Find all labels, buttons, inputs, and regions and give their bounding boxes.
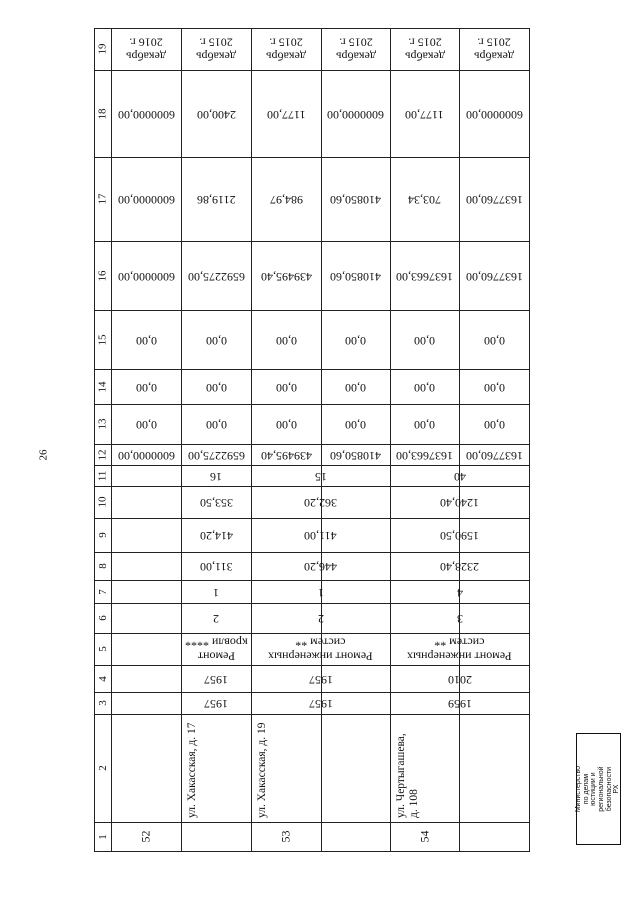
cell-c16: 1637760,00	[465, 269, 523, 284]
cell-c18: 6000000,00	[117, 107, 175, 122]
cell-c3: 1957	[204, 696, 228, 711]
col-header-19: 19	[96, 43, 109, 55]
col-header-2: 2	[96, 765, 109, 771]
cell-c4: 2010	[447, 672, 472, 687]
cell-c11: 16	[210, 469, 222, 484]
col-header-12: 12	[96, 449, 109, 460]
cell-c14: 0,00	[205, 380, 227, 395]
cell-c7: 4	[456, 585, 463, 600]
col-header-14: 14	[96, 381, 109, 392]
cell-c15: 0,00	[414, 333, 435, 348]
cell-c14: 0,00	[483, 380, 505, 395]
cell-c9: 411,00	[304, 528, 337, 543]
cell-c17: 1637760,00	[465, 192, 523, 207]
cell-c17: 6000000,00	[117, 192, 175, 207]
cell-c3: 1959	[447, 696, 472, 711]
cell-c10: 362,20	[304, 495, 337, 510]
col-header-5: 5	[96, 646, 109, 652]
cell-c13: 0,00	[483, 417, 505, 432]
cell-c19: декабрь 2015 г.	[404, 36, 445, 64]
cell-c17: 703,34	[408, 192, 441, 207]
cell-c6: 2	[317, 611, 324, 626]
cell-c15: 0,00	[275, 333, 297, 348]
cell-c12: 1637760,00	[465, 448, 523, 463]
col-header-4: 4	[96, 675, 109, 682]
cell-c5: Ремонт инженерных систем **	[407, 636, 512, 664]
cell-c4: 1957	[308, 672, 333, 687]
cell-c14: 0,00	[275, 380, 297, 395]
row-number: 54	[417, 830, 431, 843]
col-header-17: 17	[96, 193, 109, 205]
col-header-11: 11	[96, 470, 109, 481]
cell-c19: декабрь 2015 г.	[335, 36, 376, 64]
cell-c14: 0,00	[414, 380, 435, 395]
cell-c6: 3	[456, 611, 463, 626]
cell-c16: 6000000,00	[117, 269, 175, 284]
cell-c12: 410850,60	[330, 448, 381, 463]
cell-c19: декабрь 2015 г.	[196, 36, 236, 64]
cell-c10: 1240,40	[440, 495, 479, 510]
cell-c15: 0,00	[135, 333, 157, 348]
cell-c8: 2328,40	[440, 559, 479, 574]
cell-c13: 0,00	[275, 417, 297, 432]
col-header-6: 6	[96, 615, 109, 621]
cell-c10: 353,50	[199, 495, 233, 510]
cell-c13: 0,00	[205, 417, 227, 432]
cell-c8: 311,00	[199, 559, 233, 574]
cell-c16: 6592275,00	[187, 269, 245, 284]
cell-c19: декабрь 2015 г.	[474, 36, 514, 64]
col-header-16: 16	[96, 270, 109, 281]
row-number: 52	[138, 830, 153, 843]
address: ул. Хакасская, д. 17	[186, 722, 198, 818]
cell-c5: Ремонт инженерных систем **	[268, 636, 373, 664]
cell-c18: 6000000,00	[465, 107, 523, 122]
cell-c13: 0,00	[345, 417, 366, 432]
cell-c14: 0,00	[345, 380, 366, 395]
cell-c8: 446,20	[304, 559, 337, 574]
cell-c15: 0,00	[345, 333, 366, 348]
cell-c14: 0,00	[135, 380, 157, 395]
cell-c3: 1957	[308, 696, 333, 711]
cell-c6: 2	[213, 611, 219, 626]
cell-c9: 1590,50	[440, 528, 479, 543]
address: ул. Хакасская, д. 19	[256, 722, 268, 818]
cell-c11: 40	[453, 469, 466, 484]
cell-c11: 15	[314, 469, 327, 484]
page-number: 26	[37, 449, 50, 461]
cell-c12: 439495,40	[260, 448, 312, 463]
cell-c16: 1637663,00	[396, 269, 453, 284]
cell-c17: 410850,60	[330, 192, 381, 207]
cell-c19: декабрь 2015 г.	[266, 36, 306, 64]
col-header-15: 15	[96, 334, 109, 345]
address: ул. Чертыгашева, д. 108	[395, 733, 421, 818]
col-header-1: 1	[96, 833, 109, 840]
cell-c16: 410850,60	[330, 269, 381, 284]
col-header-13: 13	[96, 418, 109, 430]
cell-c12: 6000000,00	[117, 448, 175, 463]
cell-c18: 1177,00	[405, 107, 444, 122]
cell-c19: декабрь 2016 г.	[126, 36, 166, 64]
col-header-8: 8	[96, 563, 109, 569]
cell-c18: 1177,00	[266, 107, 306, 122]
cell-c7: 1	[213, 585, 219, 600]
registration-stamp: Министерство по делам юстиции и региональной безопасности РХ	[576, 733, 621, 845]
cell-c18: 2400,00	[196, 107, 236, 122]
cell-c9: 414,20	[199, 528, 233, 543]
cell-c13: 0,00	[135, 417, 157, 432]
col-header-18: 18	[96, 108, 109, 119]
cell-c13: 0,00	[414, 417, 435, 432]
cell-c15: 0,00	[205, 333, 227, 348]
col-header-9: 9	[96, 532, 109, 538]
cell-c17: 984,97	[269, 192, 303, 207]
col-header-10: 10	[96, 496, 109, 508]
cell-c12: 1637663,00	[396, 448, 453, 463]
cell-c17: 2119,86	[196, 192, 236, 207]
cell-c16: 439495,40	[260, 269, 312, 284]
cell-c7: 1	[317, 585, 324, 600]
col-header-7: 7	[96, 588, 109, 595]
cell-c4: 1957	[204, 672, 228, 687]
cell-c12: 6592275,00	[187, 448, 245, 463]
row-number: 53	[278, 830, 293, 843]
cell-c15: 0,00	[483, 333, 505, 348]
cell-c18: 6000000,00	[327, 107, 384, 122]
col-header-3: 3	[96, 700, 109, 706]
cell-c5: Ремонт кровли ****	[184, 636, 248, 664]
